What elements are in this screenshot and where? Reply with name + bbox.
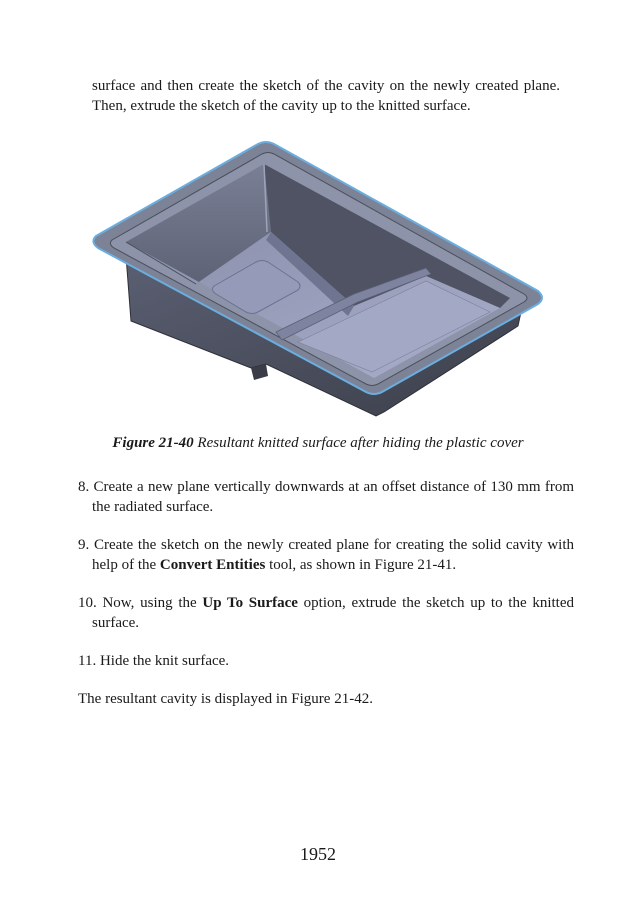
step-9-text-a: 9. Create the sketch on the newly created plane for creating the solid cavity with help of the xyxy=(78,537,574,573)
up-to-surface-term: Up To Surface xyxy=(202,595,298,611)
step-10 xyxy=(78,593,574,633)
step-8: 8. Create a new plane vertically downwards at an offset distance of 130 mm from the radiated surface. xyxy=(78,479,574,515)
figure-caption-text: Resultant knitted surface after hiding the plastic cover xyxy=(193,435,524,451)
intro-paragraph: surface and then create the sketch of the cavity on the newly created plane. Then, extrude the sketch of the cavity up to the knitted surface. xyxy=(92,78,560,114)
figure-label: Figure 21-40 xyxy=(112,435,194,451)
step-9 xyxy=(78,535,574,575)
step-10-text-a: 10. Now, using the xyxy=(78,595,203,611)
step-10-text-b: option, extrude the sketch up to the knitted surface. xyxy=(92,595,574,631)
convert-entities-term: Convert Entities xyxy=(159,557,266,573)
page-number: 1952 xyxy=(300,844,336,864)
step-9-text-b: tool, as shown in Figure 21-41. xyxy=(265,557,457,573)
step-11: 11. Hide the knit surface. xyxy=(78,653,230,669)
knitted-surface-figure xyxy=(86,136,550,428)
result-paragraph: The resultant cavity is displayed in Figure 21-42. xyxy=(78,691,373,707)
figure-caption xyxy=(0,433,636,453)
